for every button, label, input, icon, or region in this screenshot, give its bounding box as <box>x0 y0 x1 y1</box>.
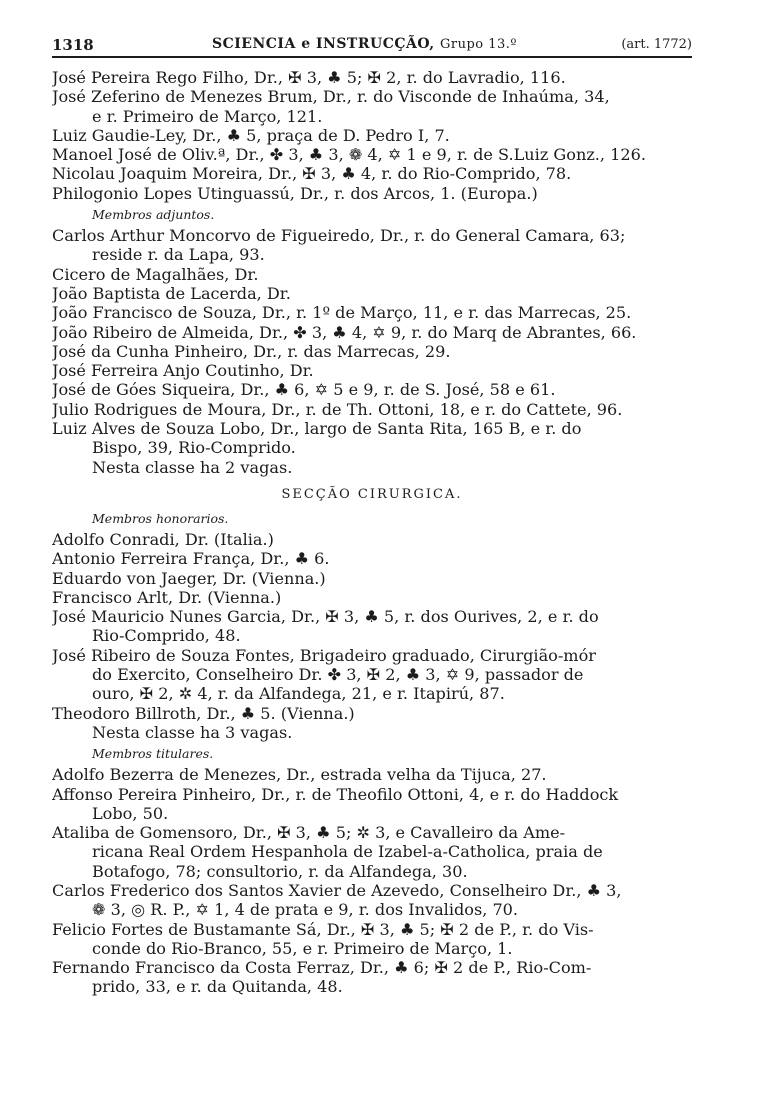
entry-continuation: ❁ 3, ◎ R. P., ✡ 1, 4 de prata e 9, r. dos Invalidos, 70. <box>92 900 519 920</box>
entry-line: Antonio Ferreira França, Dr., ♣ 6. <box>52 549 330 569</box>
subsection-heading: Membros titulares. <box>92 746 214 762</box>
entry-continuation: e r. Primeiro de Março, 121. <box>92 106 323 126</box>
entry-line: José Pereira Rego Filho, Dr., ✠ 3, ♣ 5; ✠ 2, r. do Lavradio, 116. <box>52 68 566 87</box>
entry-line: Felicio Fortes de Bustamante Sá, Dr., ✠ 3, ♣ 5; ✠ 2 de P., r. do Vis- <box>52 919 594 939</box>
entry-line: Philogonio Lopes Utinguassú, Dr., r. dos Arcos, 1. (Europa.) <box>52 183 538 203</box>
entry-line: Cicero de Magalhães, Dr. <box>52 264 259 284</box>
running-header <box>52 34 692 58</box>
entry-line: Adolfo Bezerra de Menezes, Dr., estrada velha da Tijuca, 27. <box>52 765 547 785</box>
entry-line: Theodoro Billroth, Dr., ♣ 5. (Vienna.) <box>52 703 355 723</box>
entry-line: João Ribeiro de Almeida, Dr., ✤ 3, ♣ 4, ✡ 9, r. do Marq de Abrantes, 66. <box>52 322 637 342</box>
entry-line: Carlos Frederico dos Santos Xavier de Azevedo, Conselheiro Dr., ♣ 3, <box>52 880 622 900</box>
entry-continuation: Rio-Comprido, 48. <box>92 626 241 646</box>
entry-continuation: conde do Rio-Branco, 55, e r. Primeiro de Março, 1. <box>92 938 513 958</box>
entry-line: José de Góes Siqueira, Dr., ♣ 6, ✡ 5 e 9, r. de S. José, 58 e 61. <box>52 380 556 400</box>
entry-line: José Ribeiro de Souza Fontes, Brigadeiro graduado, Cirurgião-mór <box>52 645 596 665</box>
page-number: 1318 <box>52 36 94 54</box>
entry-line: Eduardo von Jaeger, Dr. (Vienna.) <box>52 568 326 588</box>
running-title <box>212 36 517 52</box>
entry-continuation: Bispo, 39, Rio-Comprido. <box>92 438 296 458</box>
article-reference: (art. 1772) <box>621 37 692 52</box>
directory-listing <box>52 68 692 997</box>
entry-continuation: Nesta classe ha 2 vagas. <box>92 457 293 477</box>
entry-continuation: reside r. da Lapa, 93. <box>92 245 265 265</box>
entry-line: Carlos Arthur Moncorvo de Figueiredo, Dr., r. do General Camara, 63; <box>52 226 626 246</box>
entry-line: Ataliba de Gomensoro, Dr., ✠ 3, ♣ 5; ✲ 3, e Cavalleiro da Ame- <box>52 823 566 843</box>
entry-line: Luiz Alves de Souza Lobo, Dr., largo de Santa Rita, 165 B, e r. do <box>52 419 582 439</box>
entry-line: José Ferreira Anjo Coutinho, Dr. <box>52 361 314 381</box>
entry-line: José da Cunha Pinheiro, Dr., r. das Marrecas, 29. <box>52 341 451 361</box>
subsection-heading: Membros honorarios. <box>92 510 229 526</box>
entry-line: José Mauricio Nunes Garcia, Dr., ✠ 3, ♣ 5, r. dos Ourives, 2, e r. do <box>52 607 599 627</box>
entry-line: João Francisco de Souza, Dr., r. 1º de Março, 11, e r. das Marrecas, 25. <box>52 303 632 323</box>
entry-continuation: Lobo, 50. <box>92 803 169 823</box>
entry-continuation: do Exercito, Conselheiro Dr. ✤ 3, ✠ 2, ♣ 3, ✡ 9, passador de <box>92 665 584 685</box>
entry-line: Adolfo Conradi, Dr. (Italia.) <box>52 529 274 549</box>
section-heading: SECÇÃO CIRURGICA. <box>281 486 463 502</box>
entry-continuation: ricana Real Ordem Hespanhola de Izabel-a-Catholica, praia de <box>92 842 603 862</box>
entry-line: Fernando Francisco da Costa Ferraz, Dr., ♣ 6; ✠ 2 de P., Rio-Com- <box>52 958 592 978</box>
entry-continuation: Botafogo, 78; consultorio, r. da Alfandega, 30. <box>92 861 468 881</box>
entry-line: Manoel José de Oliv.ª, Dr., ✤ 3, ♣ 3, ❁ 4, ✡ 1 e 9, r. de S.Luiz Gonz., 126. <box>52 145 646 165</box>
entry-line: João Baptista de Lacerda, Dr. <box>52 283 291 303</box>
entry-line: Luiz Gaudie-Ley, Dr., ♣ 5, praça de D. Pedro I, 7. <box>52 125 450 145</box>
entry-continuation: prido, 33, e r. da Quitanda, 48. <box>92 977 343 997</box>
entry-line: Affonso Pereira Pinheiro, Dr., r. de Theofilo Ottoni, 4, e r. do Haddock <box>52 784 619 804</box>
running-title-group: Grupo 13.º <box>439 37 518 52</box>
running-title-main: SCIENCIA e INSTRUCÇÃO, <box>212 36 435 52</box>
entry-line: Julio Rodrigues de Moura, Dr., r. de Th. Ottoni, 18, e r. do Cattete, 96. <box>52 399 623 419</box>
entry-line: Nicolau Joaquim Moreira, Dr., ✠ 3, ♣ 4, r. do Rio-Comprido, 78. <box>52 164 572 184</box>
entry-line: Francisco Arlt, Dr. (Vienna.) <box>52 587 282 607</box>
document-page <box>52 34 692 997</box>
entry-line: José Zeferino de Menezes Brum, Dr., r. do Visconde de Inhaúma, 34, <box>52 87 610 107</box>
entry-continuation: ouro, ✠ 2, ✲ 4, r. da Alfandega, 21, e r. Itapirú, 87. <box>92 684 505 704</box>
subsection-heading: Membros adjuntos. <box>92 207 215 223</box>
entry-continuation: Nesta classe ha 3 vagas. <box>92 722 293 742</box>
